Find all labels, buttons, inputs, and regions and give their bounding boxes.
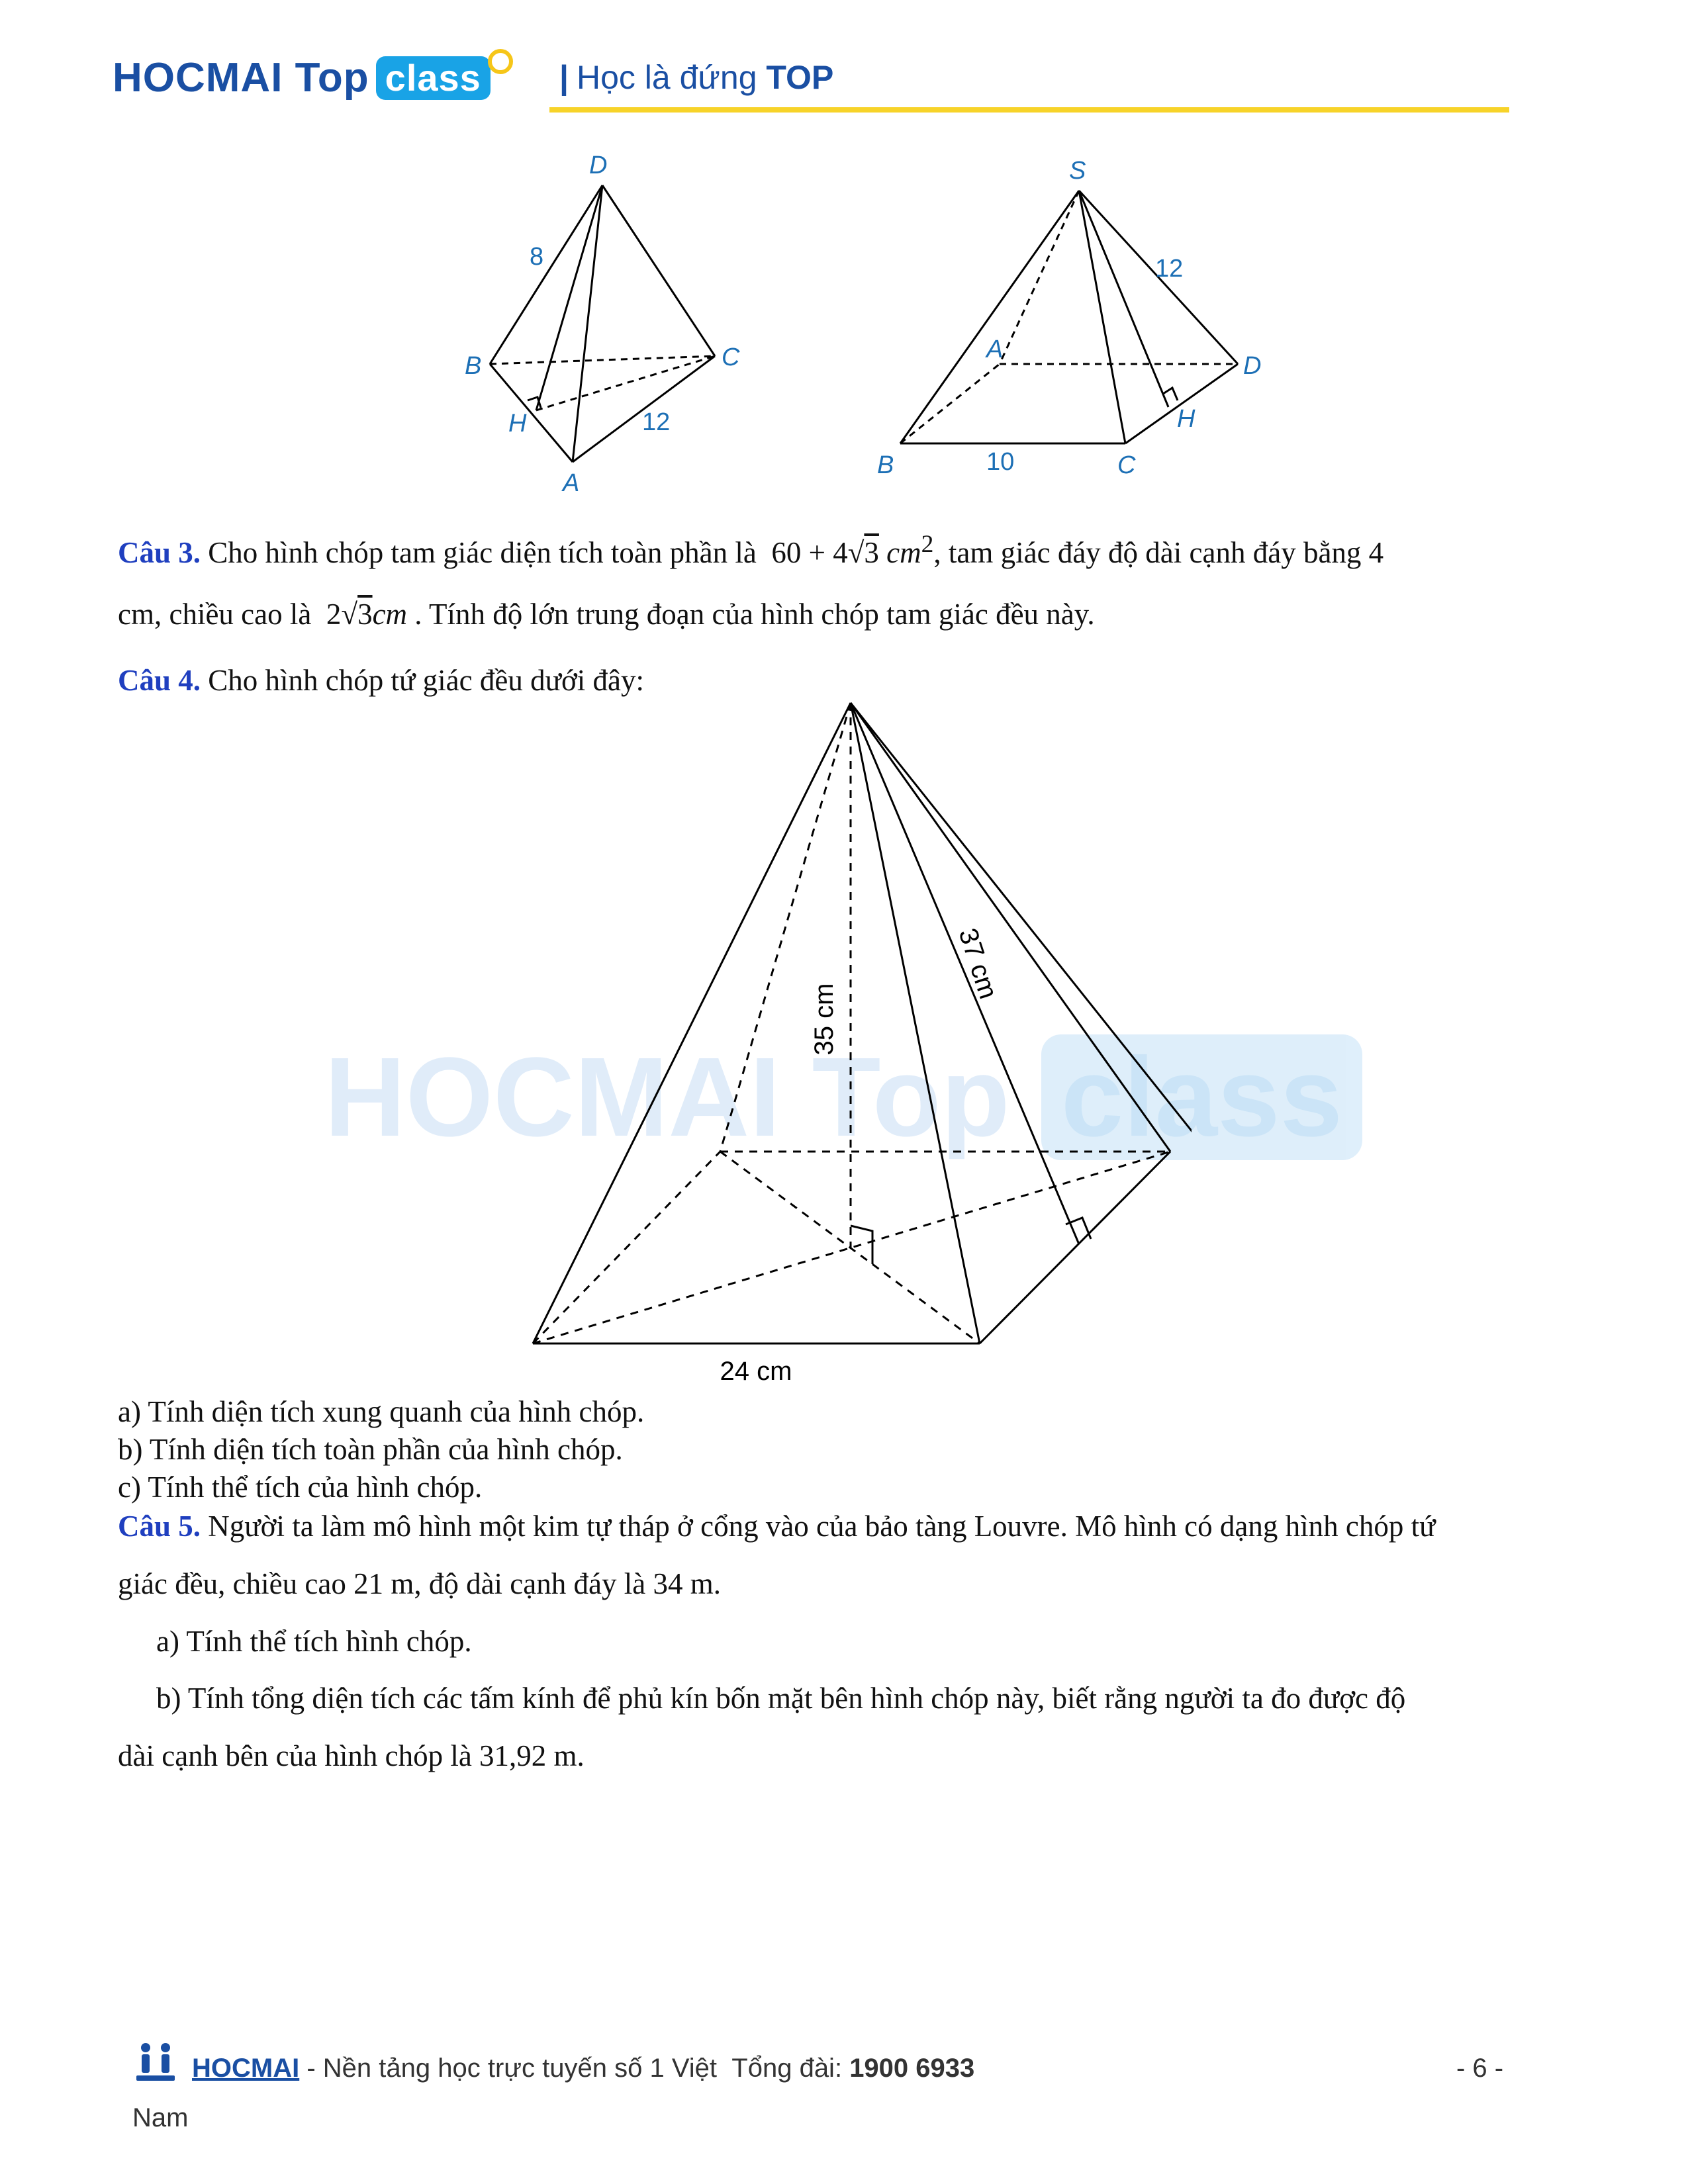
q5-item-b-line-2: dài cạnh bên của hình chóp là 31,92 m. bbox=[118, 1739, 585, 1772]
question-5-line-1 bbox=[118, 1508, 1587, 1545]
q5-item-a: a) Tính thể tích hình chóp. bbox=[156, 1625, 472, 1658]
label-A: A bbox=[986, 336, 1004, 363]
edge-BA bbox=[490, 364, 573, 462]
header-tagline bbox=[559, 58, 833, 97]
q5-item-b-line-1: b) Tính tổng diện tích các tấm kính để phủ kín bốn mặt bên hình chóp này, biết rằng người ta đo được độ bbox=[156, 1682, 1406, 1715]
q4-item-b: b) Tính diện tích toàn phần của hình chóp. bbox=[118, 1433, 623, 1466]
edge-HC-hidden bbox=[536, 356, 715, 410]
sun-icon bbox=[488, 49, 513, 74]
footer-hotline-label: Tổng đài: bbox=[731, 2054, 843, 2083]
label-height: 35 cm bbox=[810, 983, 839, 1056]
label-D: D bbox=[1243, 352, 1262, 380]
slant-height-line bbox=[851, 703, 1079, 1244]
label-slant-height: 37 cm bbox=[953, 925, 1004, 1003]
figure-triangular-pyramid bbox=[450, 146, 768, 503]
q4-item-a: a) Tính diện tích xung quanh của hình chóp. bbox=[118, 1395, 645, 1428]
question-5-line-2: giác đều, chiều cao 21 m, độ dài cạnh đáy là 34 m. bbox=[118, 1567, 721, 1600]
footer-tagline: - Nền tảng học trực tuyến số 1 Việt bbox=[299, 2054, 718, 2083]
edge-SA-hidden bbox=[1000, 191, 1079, 364]
edge-SB bbox=[900, 191, 1079, 443]
right-angle-mark bbox=[528, 397, 541, 408]
page-number: - 6 - bbox=[1456, 2054, 1504, 2083]
q3-formula-1-exp: 2 bbox=[921, 531, 934, 558]
logo-class-pill: class bbox=[376, 56, 491, 100]
q3-formula-1-root: 3 bbox=[864, 536, 879, 569]
edge-base-right bbox=[980, 1152, 1170, 1343]
watermark-class: class bbox=[1041, 1034, 1362, 1160]
label-C: C bbox=[1117, 451, 1136, 479]
edge-apex-front-left bbox=[533, 703, 851, 1343]
label-edge-AC: 12 bbox=[642, 408, 671, 436]
footer-text bbox=[192, 2054, 974, 2083]
edge-base-left-hidden bbox=[533, 1152, 720, 1343]
q3-formula-2-a: 2 bbox=[326, 598, 342, 631]
watermark-text: HOCMAI Top bbox=[324, 1034, 1010, 1160]
q3-formula-1-a: 60 + 4 bbox=[771, 536, 848, 569]
label-B: B bbox=[877, 451, 894, 479]
label-edge-SD: 12 bbox=[1155, 255, 1184, 283]
q4-item-c: c) Tính thể tích của hình chóp. bbox=[118, 1471, 483, 1504]
hocmai-topclass-logo bbox=[113, 54, 513, 101]
edge-DH bbox=[536, 185, 602, 410]
question-4-items bbox=[118, 1393, 1574, 1506]
question-4-label: Câu 4. bbox=[118, 664, 201, 697]
header-underline bbox=[549, 107, 1509, 113]
edge-apex-front-right bbox=[851, 703, 980, 1343]
label-base: 24 cm bbox=[720, 1357, 792, 1386]
label-C: C bbox=[722, 343, 740, 371]
label-B: B bbox=[465, 352, 482, 380]
question-3-text-2: , tam giác đáy độ dài cạnh đáy bằng 4 bbox=[933, 536, 1384, 569]
logo-text: HOCMAI Top bbox=[113, 55, 369, 101]
question-3-text-1: Cho hình chóp tam giác diện tích toàn phần là bbox=[208, 536, 757, 569]
tagline-emphasis: TOP bbox=[766, 59, 834, 96]
q3-formula-2-unit: cm bbox=[372, 598, 408, 631]
label-S: S bbox=[1069, 157, 1086, 185]
question-3-text-3: cm, chiều cao là bbox=[118, 598, 312, 631]
label-H: H bbox=[508, 410, 527, 437]
question-4-text: Cho hình chóp tứ giác đều dưới đây: bbox=[208, 664, 644, 697]
label-edge-BC: 10 bbox=[986, 448, 1015, 476]
label-H: H bbox=[1177, 405, 1196, 433]
question-5-text-1: Người ta làm mô hình một kim tự tháp ở cổng vào của bảo tàng Louvre. Mô hình có dạng hình chóp tứ bbox=[208, 1510, 1436, 1543]
question-3-text-4: . Tính độ lớn trung đoạn của hình chóp tam giác đều này. bbox=[414, 598, 1095, 631]
edge-DC bbox=[602, 185, 715, 356]
label-D: D bbox=[589, 152, 608, 179]
figure-square-pyramid-large bbox=[516, 688, 1192, 1390]
question-3-line-2 bbox=[118, 596, 1574, 633]
question-3-label: Câu 3. bbox=[118, 536, 201, 569]
edge-SH bbox=[1079, 191, 1168, 407]
figure-square-pyramid-small bbox=[847, 146, 1284, 503]
edge-BA-hidden bbox=[900, 364, 1000, 443]
q3-formula-1-unit: cm bbox=[886, 536, 921, 569]
question-5-label: Câu 5. bbox=[118, 1510, 201, 1543]
tagline-prefix: Học là đứng bbox=[577, 59, 757, 96]
edge-apex-back-right bbox=[851, 703, 1192, 1152]
footer-line-2: Nam bbox=[132, 2103, 189, 2132]
question-3-line-1 bbox=[118, 526, 1574, 571]
footer-brand-link[interactable]: HOCMAI bbox=[192, 2054, 300, 2083]
label-edge-DB: 8 bbox=[530, 243, 544, 271]
right-angle-mark-height bbox=[851, 1226, 872, 1264]
edge-SC bbox=[1079, 191, 1125, 443]
q3-formula-2-root: 3 bbox=[357, 598, 373, 631]
divider-bar: | bbox=[559, 59, 569, 96]
edge-BC-hidden bbox=[490, 356, 715, 364]
q3-formula-1: 60 + 4√3 $cm^2$ bbox=[771, 531, 934, 569]
label-A: A bbox=[563, 469, 580, 497]
q3-formula-2: 2√3cm bbox=[326, 598, 408, 631]
footer-hotline: 1900 6933 bbox=[849, 2054, 975, 2083]
hocmai-footer-logo-icon bbox=[132, 2038, 179, 2085]
